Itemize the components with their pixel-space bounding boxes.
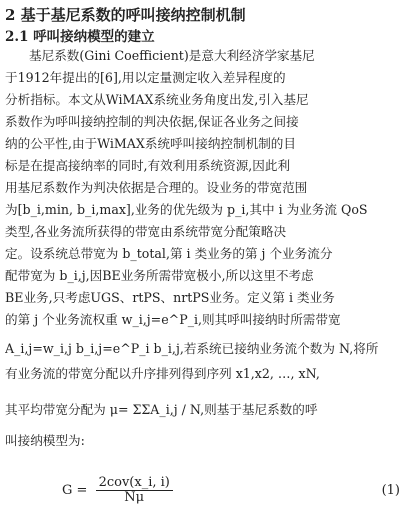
paragraph-line: 有业务流的带宽分配以升序排列得到序列 x1,x2, …, xN, [5,366,320,381]
paragraph-line: 叫接纳模型为: [5,433,85,448]
paragraph-line: 用基尼系数作为判决依据是合理的。设业务的带宽范围 [5,180,308,195]
paragraph-line: 类型,各业务流所获得的带宽由系统带宽分配策略决 [5,224,287,239]
paragraph-line: 基尼系数(Gini Coefficient)是意大利经济学家基尼 [29,48,315,63]
paragraph-line: 为[b_i,min, b_i,max],业务的优先级为 p_i,其中 i 为业务流 QoS [5,202,368,217]
paragraph-line: 纳的公平性,由于WiMAX系统呼叫接纳控制机制的目 [5,136,296,151]
paragraph-line: 定。设系统总带宽为 b_total,第 i 类业务的第 j 个业务流分 [5,246,333,261]
paragraph-line: A_i,j=w_i,j b_i,j=e^P_i b_i,j,若系统已接纳业务流个数为 N,将所 [5,341,379,356]
formula-numerator: 2cov(x_i, i) [96,476,173,491]
paragraph-line: 分析指标。本文从WiMAX系统业务角度出发,引入基尼 [5,92,309,107]
paragraph-line: BE业务,只考虑UGS、rtPS、nrtPS业务。定义第 i 类业务 [5,290,335,305]
formula-lhs: G = [62,483,88,498]
paragraph-line: 其平均带宽分配为 μ= ΣΣA_i,j / N,则基于基尼系数的呼 [5,402,318,417]
paragraph-line: 的第 j 个业务流权重 w_i,j=e^P_i,则其呼叫接纳时所需带宽 [5,312,341,327]
paragraph-line: 配带宽为 b_i,j,因BE业务所需带宽极小,所以这里不考虑 [5,268,314,283]
paragraph-line: 系数作为呼叫接纳控制的判决依据,保证各业务之间接 [5,114,299,129]
subsection-heading: 2.1 呼叫接纳模型的建立 [5,29,155,45]
paragraph-line: 标是在提高接纳率的同时,有效利用系统资源,因此利 [5,158,291,173]
gini-formula [62,476,173,505]
formula-fraction [96,476,173,505]
section-heading: 2 基于基尼系数的呼叫接纳控制机制 [5,6,246,24]
formula-denominator: Nμ [124,490,145,505]
paragraph-line: 于1912年提出的[6],用以定量测定收入差异程度的 [5,70,286,85]
equation-number: (1) [381,483,400,498]
